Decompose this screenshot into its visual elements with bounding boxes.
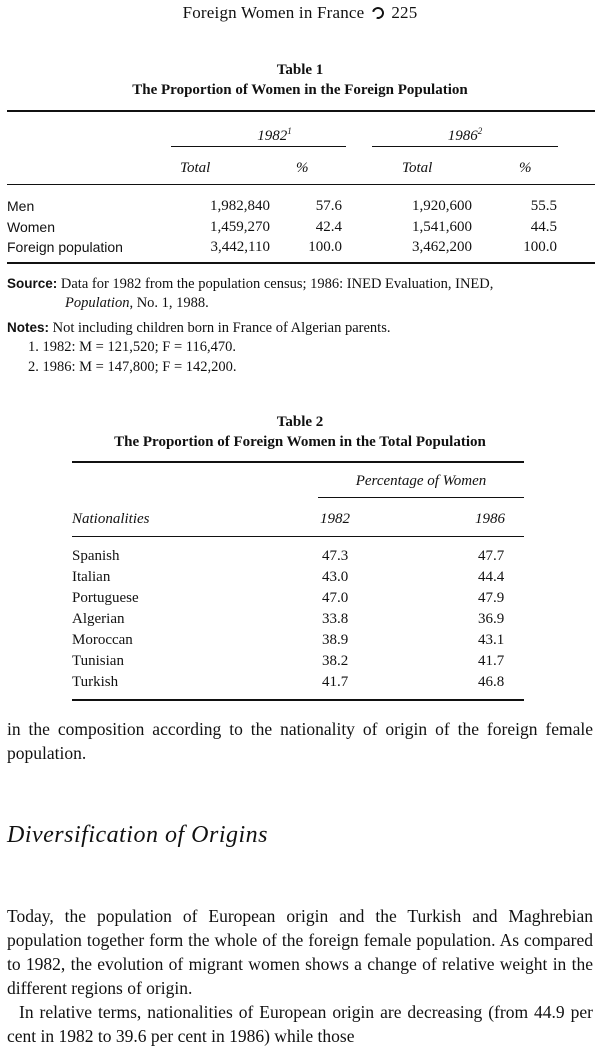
table1-cell: 1,920,600 bbox=[412, 198, 472, 214]
source-line-2: Population, No. 1, 1988. bbox=[65, 295, 209, 311]
table2-cell: 41.7 bbox=[322, 674, 349, 690]
table1-cell: 42.4 bbox=[315, 219, 342, 235]
table1-cell: 3,442,110 bbox=[210, 239, 270, 255]
note-2: 2. 1986: M = 147,800; F = 142,200. bbox=[28, 359, 237, 375]
table1-cell: 44.5 bbox=[530, 219, 557, 235]
table1-year1-header: 1982$^1$ bbox=[257, 126, 292, 144]
table1-year1-rule bbox=[171, 146, 346, 147]
table1-cell: 1,982,840 bbox=[210, 198, 270, 214]
table2-col-1986: 1986 bbox=[475, 511, 505, 527]
source-label: Source: bbox=[7, 276, 58, 291]
source-line-1 bbox=[7, 274, 597, 294]
table2-span-header: Percentage of Women bbox=[355, 473, 487, 489]
table1-year2-header: 1986$^2$ bbox=[447, 126, 483, 144]
table1-row-label: Women bbox=[7, 219, 55, 235]
table1-label: Table 1 bbox=[276, 62, 324, 78]
paragraph-2: Today, the population of European origin and the Turkish and Maghrebian population together form the whole of the foreign female population. As compared to 1982, the evolution of migrant women shows a change of relative weight in the different regions of origin. bbox=[7, 906, 593, 998]
table2-bottom-rule bbox=[72, 699, 524, 701]
table2-cell: 44.4 bbox=[478, 569, 505, 585]
ornament-icon bbox=[370, 5, 386, 21]
table1-cell: 100.0 bbox=[308, 239, 342, 255]
table1-year2-rule bbox=[372, 146, 558, 147]
paragraph-3: In relative terms, nationalities of European origin are decreasing (from 44.9 per cent in 1982 to 39.6 per cent in 1986) while those bbox=[7, 1002, 593, 1046]
table1-bottom-rule bbox=[7, 262, 595, 264]
running-head-title: Foreign Women in France bbox=[182, 3, 365, 22]
notes-text: Not including children born in France of Algerian parents. bbox=[52, 320, 391, 336]
table1-cell: 55.5 bbox=[530, 198, 557, 214]
table2-row-nat: Tunisian bbox=[72, 653, 124, 669]
table2-row-nat: Turkish bbox=[72, 674, 119, 690]
table2-header-rule bbox=[72, 536, 524, 537]
table2-cell: 33.8 bbox=[322, 611, 349, 627]
table2-cell: 47.7 bbox=[478, 548, 505, 564]
table1-cell: 1,541,600 bbox=[412, 219, 472, 235]
note-1: 1. 1982: M = 121,520; F = 116,470. bbox=[28, 339, 236, 355]
table2-row-nat: Portuguese bbox=[72, 590, 139, 606]
table2-cell: 46.8 bbox=[478, 674, 505, 690]
running-head bbox=[0, 3, 600, 23]
notes-line bbox=[7, 318, 597, 338]
table2-cell: 38.2 bbox=[322, 653, 349, 669]
table1-header-rule bbox=[7, 184, 595, 185]
table2-cell: 47.0 bbox=[322, 590, 349, 606]
table2-col-nationalities: Nationalities bbox=[72, 511, 150, 527]
table2-row-nat: Italian bbox=[72, 569, 111, 585]
source-text: Data for 1982 from the population census; 1986: INED Evaluation, INED, bbox=[60, 276, 494, 292]
table2-label: Table 2 bbox=[276, 414, 324, 430]
table1-cell: 1,459,270 bbox=[210, 219, 270, 235]
table1-title: The Proportion of Women in the Foreign Population bbox=[132, 82, 468, 98]
table1-cell: 57.6 bbox=[315, 198, 342, 214]
notes-label: Notes: bbox=[7, 320, 50, 335]
table1-col-total-1: Total bbox=[180, 160, 211, 176]
table1-row-label: Men bbox=[7, 198, 35, 214]
table2-row-nat: Spanish bbox=[72, 548, 120, 564]
table1-cell: 3,462,200 bbox=[412, 239, 472, 255]
table2-row-nat: Moroccan bbox=[72, 632, 133, 648]
paragraph-1: in the composition according to the nationality of origin of the foreign female population. bbox=[7, 719, 593, 763]
table2-row-nat: Algerian bbox=[72, 611, 125, 627]
table1-cell: 100.0 bbox=[523, 239, 557, 255]
table2-cell: 38.9 bbox=[322, 632, 349, 648]
table1-top-rule bbox=[7, 110, 595, 112]
table2-cell: 41.7 bbox=[478, 653, 505, 669]
table1-col-total-2: Total bbox=[402, 160, 433, 176]
table1-col-pct-1: % bbox=[296, 160, 309, 176]
section-heading: Diversification of Origins bbox=[7, 822, 268, 848]
table2-cell: 43.0 bbox=[322, 569, 349, 585]
table2-top-rule bbox=[72, 461, 524, 463]
table2-cell: 43.1 bbox=[478, 632, 505, 648]
table2-cell: 47.3 bbox=[322, 548, 349, 564]
table1-col-pct-2: % bbox=[519, 160, 532, 176]
table2-cell: 47.9 bbox=[478, 590, 505, 606]
table2-title: The Proportion of Foreign Women in the Total Population bbox=[114, 434, 486, 450]
page-number: 225 bbox=[391, 3, 418, 22]
table2-span-rule bbox=[318, 497, 524, 498]
table2-col-1982: 1982 bbox=[320, 511, 350, 527]
table1-row-label: Foreign population bbox=[7, 239, 123, 255]
table2-cell: 36.9 bbox=[478, 611, 505, 627]
